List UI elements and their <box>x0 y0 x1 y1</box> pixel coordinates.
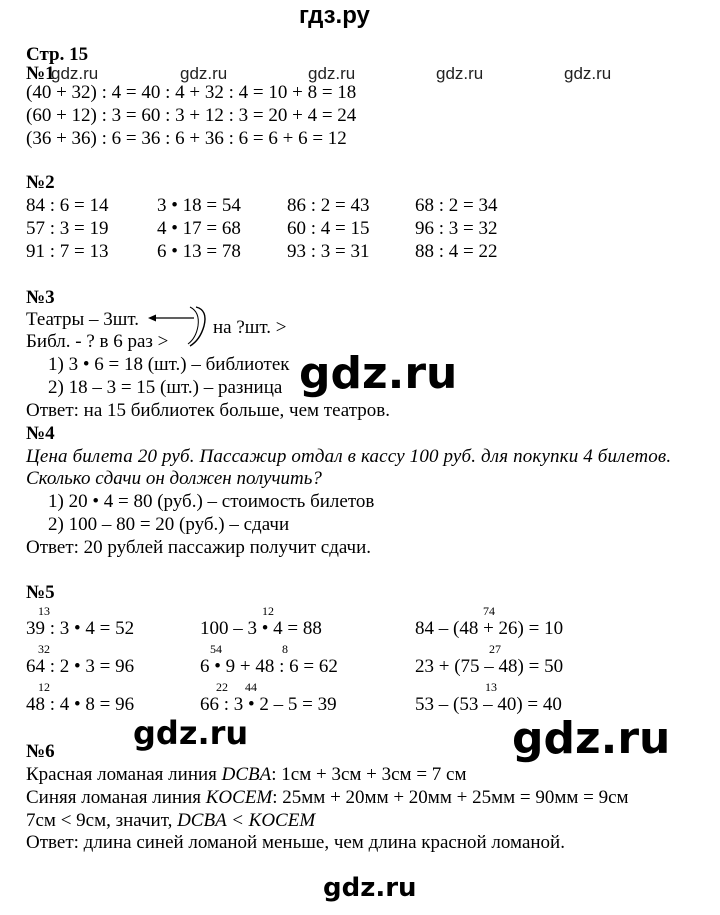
task5-expression: 39 : 3 • 4 = 52 <box>26 618 135 639</box>
task2-cell: 60 : 4 = 15 <box>287 218 370 239</box>
task4-condition-2: Сколько сдачи он должен получить? <box>26 468 322 489</box>
task5-note: 44 <box>245 680 257 694</box>
task1-line-3: (36 + 36) : 6 = 36 : 6 + 36 : 6 = 6 + 6 = 12 <box>26 128 347 149</box>
task5-title: №5 <box>26 582 55 603</box>
footer-watermark: gdz.ru <box>323 873 417 903</box>
task5-expression: 6 • 9 + 48 : 6 = 62 <box>200 656 338 677</box>
task2-cell: 91 : 7 = 13 <box>26 241 109 262</box>
task2-cell: 57 : 3 = 19 <box>26 218 109 239</box>
task5-expression: 66 : 3 • 2 – 5 = 39 <box>200 694 337 715</box>
polyline-red-name: DCBA <box>221 764 272 785</box>
task2-cell: 3 • 18 = 54 <box>157 195 241 216</box>
task6-line-1-sum: : 1см + 3см + 3см = 7 см <box>271 764 467 785</box>
task3-step-1: 1) 3 • 6 = 18 (шт.) – библиотек <box>48 354 290 375</box>
watermark-big-1: gdz.ru <box>299 348 458 399</box>
task5-note: 12 <box>262 604 274 618</box>
task3-step-2: 2) 18 – 3 = 15 (шт.) – разница <box>48 377 283 398</box>
task2-title: №2 <box>26 172 55 193</box>
task6-line-2-sum: : 25мм + 20мм + 20мм + 25мм = 90мм = 9см <box>272 787 629 808</box>
task5-expression: 84 – (48 + 26) = 10 <box>415 618 564 639</box>
task2-cell: 4 • 17 = 68 <box>157 218 241 239</box>
task6-answer: Ответ: длина синей ломаной меньше, чем длина красной ломаной. <box>26 832 565 853</box>
task5-note: 74 <box>483 604 495 618</box>
polyline-blue-name: KOCEM <box>205 787 273 808</box>
task5-expression: 100 – 3 • 4 = 88 <box>200 618 322 639</box>
task6-line-2-text: Синяя ломаная линия <box>26 787 206 808</box>
watermark-top-1: gdz.ru <box>51 64 99 83</box>
watermark-big-3: gdz.ru <box>512 713 671 764</box>
task3-brace-note: на ?шт. > <box>213 317 287 338</box>
task4-step-2: 2) 100 – 80 = 20 (руб.) – сдачи <box>48 514 290 535</box>
task2-cell: 88 : 4 = 22 <box>415 241 498 262</box>
task2-cell: 68 : 2 = 34 <box>415 195 498 216</box>
task6-line-2 <box>26 787 629 809</box>
task3-line-2: Библ. - ? в 6 раз > <box>26 331 169 352</box>
task5-note: 27 <box>489 642 501 656</box>
task1-title: №1 <box>26 63 55 84</box>
task6-line-3 <box>26 810 315 832</box>
watermark-big-2: gdz.ru <box>133 714 249 752</box>
watermark-top-3: gdz.ru <box>308 64 356 83</box>
task3-line-1: Театры – 3шт. <box>26 309 140 330</box>
task2-cell: 86 : 2 = 43 <box>287 195 370 216</box>
task5-expression: 23 + (75 – 48) = 50 <box>415 656 564 677</box>
task5-note: 12 <box>38 680 50 694</box>
task3-answer: Ответ: на 15 библиотек больше, чем театров. <box>26 400 390 421</box>
task1-line-1: (40 + 32) : 4 = 40 : 4 + 32 : 4 = 10 + 8 = 18 <box>26 82 357 103</box>
task6-line-3-text: 7см < 9см, значит, <box>26 810 178 831</box>
task2-cell: 6 • 13 = 78 <box>157 241 241 262</box>
task6-title: №6 <box>26 741 55 762</box>
task5-note: 54 <box>210 642 222 656</box>
task1-line-2: (60 + 12) : 3 = 60 : 3 + 12 : 3 = 20 + 4 = 24 <box>26 105 357 126</box>
task5-expression: 53 – (53 – 40) = 40 <box>415 694 562 715</box>
task5-note: 8 <box>282 642 288 656</box>
task5-expression: 64 : 2 • 3 = 96 <box>26 656 135 677</box>
task5-note: 13 <box>38 604 50 618</box>
task2-cell: 96 : 3 = 32 <box>415 218 498 239</box>
task4-title: №4 <box>26 423 55 444</box>
task5-expression: 48 : 4 • 8 = 96 <box>26 694 135 715</box>
task4-condition-1: Цена билета 20 руб. Пассажир отдал в кассу 100 руб. для покупки 4 билетов. <box>26 446 672 467</box>
task2-cell: 93 : 3 = 31 <box>287 241 370 262</box>
watermark-top-4: gdz.ru <box>436 64 484 83</box>
task4-answer: Ответ: 20 рублей пассажир получит сдачи. <box>26 537 372 558</box>
page-label: Стр. 15 <box>26 44 89 65</box>
task5-note: 22 <box>216 680 228 694</box>
site-header: гдз.ру <box>299 2 370 29</box>
task6-comparison: DCBA < KOCEM <box>177 810 316 831</box>
watermark-top-5: gdz.ru <box>564 64 612 83</box>
task6-line-1 <box>26 764 467 786</box>
task5-note: 32 <box>38 642 50 656</box>
task4-step-1: 1) 20 • 4 = 80 (руб.) – стоимость билетов <box>48 491 375 512</box>
task3-title: №3 <box>26 287 55 308</box>
task6-line-1-text: Красная ломаная линия <box>26 764 222 785</box>
task5-note: 13 <box>485 680 497 694</box>
task2-cell: 84 : 6 = 14 <box>26 195 109 216</box>
watermark-top-2: gdz.ru <box>180 64 228 83</box>
